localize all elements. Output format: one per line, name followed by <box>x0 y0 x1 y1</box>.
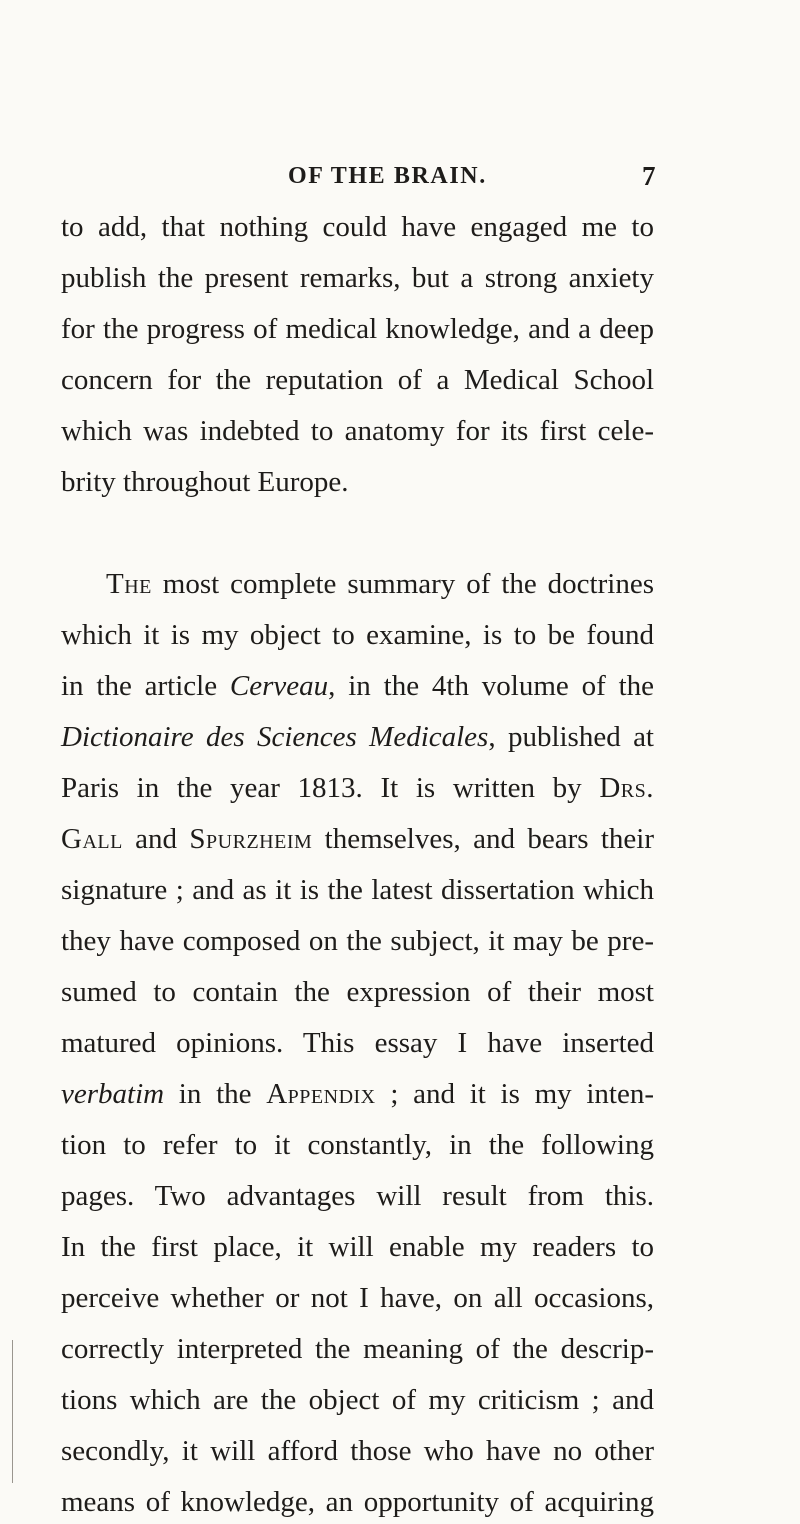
text-line <box>61 1072 654 1116</box>
text-line: signature ; and as it is the latest dissertation which <box>61 874 654 906</box>
smallcaps-word: Appendix <box>266 1078 376 1110</box>
author-name: Gall <box>61 823 123 855</box>
text-line: tion to refer to it constantly, in the following <box>61 1129 654 1161</box>
text-run: , published at <box>488 721 654 753</box>
text-line: they have composed on the subject, it may be pre- <box>61 925 654 957</box>
text-run: , in the 4th volume of the <box>328 670 654 702</box>
text-line <box>61 766 654 810</box>
text-line <box>61 817 654 861</box>
text-line: tions which are the object of my criticism ; and <box>61 1384 654 1416</box>
text-run: ; and it is my inten- <box>375 1078 654 1110</box>
text-line: matured opinions. This essay I have inserted <box>61 1027 654 1059</box>
text-line: which it is my object to examine, is to be found <box>61 619 654 651</box>
running-title: OF THE BRAIN. <box>288 163 487 189</box>
italic-title: Cerveau <box>229 670 329 702</box>
running-header <box>0 163 800 193</box>
text-line: perceive whether or not I have, on all occasions, <box>61 1282 654 1314</box>
text-line: for the progress of medical knowledge, and a deep <box>61 313 654 345</box>
text-line: means of knowledge, an opportunity of acquiring <box>61 1486 654 1518</box>
author-name: Spurzheim <box>189 823 313 855</box>
italic-word: verbatim <box>61 1078 165 1110</box>
italic-title: Dictionaire des Sciences Medicales <box>61 721 489 753</box>
text-line: sumed to contain the expression of their most <box>61 976 654 1008</box>
smallcaps-word: Drs. <box>599 772 654 804</box>
text-line <box>106 562 654 606</box>
text-line: brity throughout Europe. <box>61 466 349 498</box>
text-line <box>61 664 654 708</box>
text-run: in the <box>164 1078 267 1110</box>
text-line: correctly interpreted the meaning of the descrip- <box>61 1333 654 1365</box>
text-line: to add, that nothing could have engaged me to <box>61 211 654 243</box>
text-run: most complete summary of the doctrines <box>151 568 654 600</box>
text-line: concern for the reputation of a Medical School <box>61 364 654 396</box>
text-line: pages. Two advantages will result from this. <box>61 1180 654 1212</box>
text-line: In the first place, it will enable my readers to <box>61 1231 654 1263</box>
text-line: which was indebted to anatomy for its first cele- <box>61 415 654 447</box>
text-run: Paris in the year 1813. It is written by <box>61 772 600 804</box>
text-line: publish the present remarks, but a strong anxiety <box>61 262 654 294</box>
text-run: and <box>122 823 190 855</box>
text-line: secondly, it will afford those who have no other <box>61 1435 654 1467</box>
smallcaps-word: The <box>106 568 152 600</box>
page-edge-shadow <box>12 1340 13 1483</box>
page-number: 7 <box>642 161 656 191</box>
text-line <box>61 715 654 759</box>
text-run: in the article <box>61 670 230 702</box>
text-run: themselves, and bears their <box>312 823 655 855</box>
